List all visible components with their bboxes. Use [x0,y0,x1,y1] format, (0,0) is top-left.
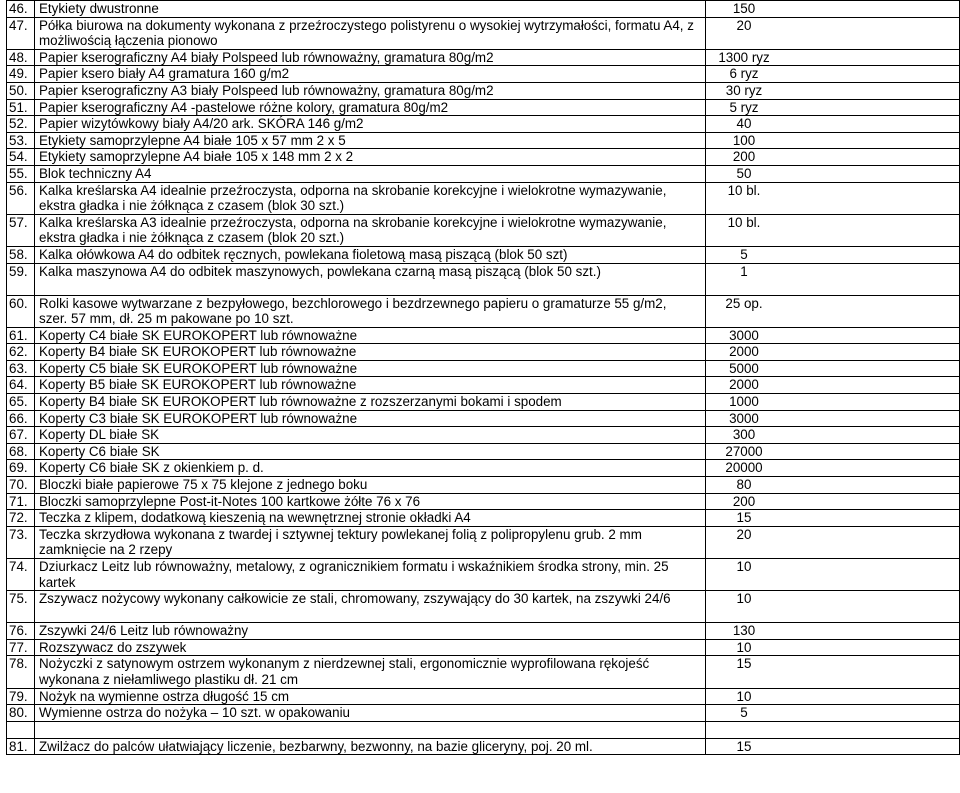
table-row [7,149,960,166]
item-number: 78. [7,656,35,688]
table-row [7,477,960,494]
item-number: 58. [7,246,35,263]
item-number: 48. [7,49,35,66]
item-quantity-cell [706,295,960,327]
item-quantity-cell [706,66,960,83]
item-quantity: 10 [736,688,752,704]
item-number: 57. [7,214,35,246]
item-quantity-cell [706,214,960,246]
item-description: Nożyczki z satynowym ostrzem wykonanym z nierdzewnej stali, ergonomicznie wyprofilowana rękojeść wykonana z niełamliwego plastiku dł. 21 cm [35,656,706,688]
table-row [7,443,960,460]
item-number: 73. [7,526,35,558]
table-row [7,460,960,477]
item-description: Teczka z klipem, dodatkową kieszenią na wewnętrznej stronie okładki A4 [35,510,706,527]
item-description: Koperty B4 białe SK EUROKOPERT lub równoważne z rozszerzanymi bokami i spodem [35,394,706,411]
table-row [7,1,960,18]
item-quantity: 5000 [729,360,759,376]
item-number: 70. [7,477,35,494]
item-quantity: 15 [736,738,752,754]
item-number: 74. [7,559,35,591]
item-number: 51. [7,99,35,116]
item-quantity-cell [706,263,960,295]
item-description: Blok techniczny A4 [35,165,706,182]
item-number [7,721,35,738]
item-quantity: 300 [732,427,756,443]
item-quantity-cell [706,591,960,623]
table-row [7,116,960,133]
item-quantity: 5 ryz [729,99,759,115]
item-quantity: 130 [732,623,756,639]
table-row [7,327,960,344]
table-spacer-row [7,721,960,738]
item-quantity-cell [706,132,960,149]
item-description: Koperty B4 białe SK EUROKOPERT lub równoważne [35,344,706,361]
item-quantity-cell [706,360,960,377]
table-row [7,639,960,656]
table-row [7,344,960,361]
item-number: 81. [7,738,35,755]
item-quantity-cell [706,656,960,688]
item-description: Wymienne ostrza do nożyka – 10 szt. w opakowaniu [35,705,706,722]
item-description: Kalka kreślarska A4 idealnie przeźroczysta, odporna na skrobanie korekcyjne i wielokrotne wymazywanie, ekstra gładka i nie żółknąca z czasem (blok 30 szt.) [35,182,706,214]
table-row [7,165,960,182]
item-number: 63. [7,360,35,377]
item-number: 47. [7,17,35,49]
item-quantity: 10 bl. [727,182,761,198]
item-quantity: 30 ryz [725,82,763,98]
item-quantity: 1000 [729,394,759,410]
item-description: Półka biurowa na dokumenty wykonana z przeźroczystego polistyrenu o wysokiej wytrzymałości, formatu A4, z możliwością łączenia pionowo [35,17,706,49]
table-row [7,394,960,411]
item-description: Zwilżacz do palców ułatwiający liczenie, bezbarwny, bezwonny, na bazie gliceryny, poj. 20 ml. [35,738,706,755]
item-quantity: 80 [736,477,752,493]
item-number: 62. [7,344,35,361]
item-number: 59. [7,263,35,295]
item-quantity: 100 [732,132,756,148]
item-quantity: 40 [736,116,752,132]
item-quantity-cell [706,327,960,344]
item-description: Koperty C5 białe SK EUROKOPERT lub równoważne [35,360,706,377]
item-quantity-cell [706,394,960,411]
items-table [6,0,960,755]
item-quantity-cell [706,82,960,99]
table-row [7,493,960,510]
item-quantity-cell [706,344,960,361]
item-quantity-cell [706,99,960,116]
item-quantity: 20 [736,17,752,33]
item-quantity-cell [706,377,960,394]
item-quantity-cell [706,477,960,494]
item-description: Kalka ołówkowa A4 do odbitek ręcznych, powlekana fioletową masą piszącą (blok 50 szt) [35,246,706,263]
table-row [7,526,960,558]
table-row [7,66,960,83]
item-number: 69. [7,460,35,477]
item-description: Dziurkacz Leitz lub równoważny, metalowy, z ogranicznikiem formatu i wskaźnikiem środka strony, min. 25 kartek [35,559,706,591]
item-quantity: 15 [736,510,752,526]
item-description: Bloczki samoprzylepne Post-it-Notes 100 kartkowe żółte 76 x 76 [35,493,706,510]
item-number: 79. [7,688,35,705]
item-quantity-cell [706,149,960,166]
item-quantity: 1 [740,263,748,279]
item-quantity-cell [706,443,960,460]
table-row [7,559,960,591]
item-quantity-cell [706,1,960,18]
item-description: Rolki kasowe wytwarzane z bezpyłowego, bezchlorowego i bezdrzewnego papieru o gramaturze 55 g/m2, szer. 57 mm, dł. 25 m pakowane po 10 szt. [35,295,706,327]
item-number: 49. [7,66,35,83]
table-row [7,49,960,66]
item-quantity-cell [706,116,960,133]
table-row [7,688,960,705]
items-table-body [7,1,960,755]
table-row [7,510,960,527]
table-row [7,182,960,214]
item-quantity: 200 [732,149,756,165]
item-quantity: 1300 ryz [718,49,770,65]
item-description: Papier ksero biały A4 gramatura 160 g/m2 [35,66,706,83]
item-quantity-cell [706,49,960,66]
item-quantity-cell [706,705,960,722]
table-row [7,99,960,116]
item-number: 56. [7,182,35,214]
item-quantity: 10 [736,559,752,574]
table-row [7,591,960,623]
item-quantity-cell [706,623,960,640]
item-description: Koperty C4 białe SK EUROKOPERT lub równoważne [35,327,706,344]
table-row [7,705,960,722]
item-number: 77. [7,639,35,656]
item-description: Zszywacz nożycowy wykonany całkowicie ze stali, chromowany, zszywający do 30 kartek, na zszywki 24/6 [35,591,706,623]
item-number: 72. [7,510,35,527]
item-quantity-cell [706,738,960,755]
item-number: 64. [7,377,35,394]
item-quantity: 27000 [725,443,763,459]
item-quantity: 2000 [729,377,759,393]
table-row [7,263,960,295]
item-description: Koperty C6 białe SK z okienkiem p. d. [35,460,706,477]
item-number: 54. [7,149,35,166]
table-row [7,214,960,246]
table-row [7,17,960,49]
item-quantity: 20000 [725,460,763,476]
item-number: 66. [7,410,35,427]
item-description: Bloczki białe papierowe 75 x 75 klejone z jednego boku [35,477,706,494]
item-quantity-cell [706,410,960,427]
item-description: Koperty C3 białe SK EUROKOPERT lub równoważne [35,410,706,427]
table-row [7,295,960,327]
item-quantity-cell [706,182,960,214]
item-description: Kalka maszynowa A4 do odbitek maszynowych, powlekana czarną masą piszącą (blok 50 szt.) [35,263,706,295]
table-row [7,132,960,149]
item-number: 52. [7,116,35,133]
item-description: Koperty C6 białe SK [35,443,706,460]
item-quantity: 10 [736,591,752,607]
item-description: Papier wizytówkowy biały A4/20 ark. SKÓRA 146 g/m2 [35,116,706,133]
item-description: Papier kserograficzny A4 -pastelowe różne kolory, gramatura 80g/m2 [35,99,706,116]
item-number: 53. [7,132,35,149]
item-quantity-cell [706,639,960,656]
item-quantity: 20 [736,526,752,542]
item-description: Papier kserograficzny A4 biały Polspeed lub równoważny, gramatura 80g/m2 [35,49,706,66]
item-quantity: 5 [740,705,748,721]
table-row [7,82,960,99]
item-description: Papier kserograficzny A3 biały Polspeed lub równoważny, gramatura 80g/m2 [35,82,706,99]
item-quantity: 5 [740,246,748,262]
item-quantity: 15 [736,656,752,672]
table-row [7,360,960,377]
item-description: Rozszywacz do zszywek [35,639,706,656]
item-quantity: 200 [732,493,756,509]
item-quantity: 150 [732,1,756,16]
item-number: 71. [7,493,35,510]
item-number: 68. [7,443,35,460]
item-quantity: 10 [736,639,752,655]
item-description: Kalka kreślarska A3 idealnie przeźroczysta, odporna na skrobanie korekcyjne i wielokrotne wymazywanie, ekstra gładka i nie żółknąca z czasem (blok 20 szt.) [35,214,706,246]
item-quantity-cell [706,427,960,444]
item-quantity: 2000 [729,344,759,360]
table-row [7,427,960,444]
item-description [35,721,706,738]
item-number: 65. [7,394,35,411]
item-quantity-cell [706,493,960,510]
item-description: Nożyk na wymienne ostrza długość 15 cm [35,688,706,705]
item-description: Teczka skrzydłowa wykonana z twardej i sztywnej tektury powlekanej folią z polipropylenu grub. 2 mm zamknięcie na 2 rzepy [35,526,706,558]
item-number: 46. [7,1,35,18]
item-number: 80. [7,705,35,722]
item-quantity: 50 [736,165,752,181]
item-quantity-cell [706,246,960,263]
item-quantity: 3000 [729,410,759,426]
item-quantity-cell [706,721,960,738]
table-row [7,623,960,640]
item-number: 61. [7,327,35,344]
item-number: 55. [7,165,35,182]
item-description: Etykiety samoprzylepne A4 białe 105 x 148 mm 2 x 2 [35,149,706,166]
item-description: Etykiety dwustronne [35,1,706,18]
item-quantity-cell [706,510,960,527]
item-quantity: 3000 [729,327,759,343]
table-row [7,377,960,394]
item-description: Etykiety samoprzylepne A4 białe 105 x 57 mm 2 x 5 [35,132,706,149]
item-quantity-cell [706,559,960,591]
item-description: Koperty DL białe SK [35,427,706,444]
item-number: 60. [7,295,35,327]
item-quantity: 10 bl. [727,214,761,230]
item-quantity-cell [706,688,960,705]
item-quantity-cell [706,17,960,49]
item-quantity: 25 op. [725,295,763,311]
table-row [7,410,960,427]
item-description: Zszywki 24/6 Leitz lub równoważny [35,623,706,640]
item-quantity: 6 ryz [729,66,759,82]
item-quantity-cell [706,165,960,182]
item-number: 75. [7,591,35,623]
table-row [7,656,960,688]
item-number: 67. [7,427,35,444]
item-number: 50. [7,82,35,99]
item-quantity-cell [706,526,960,558]
item-number: 76. [7,623,35,640]
table-row [7,738,960,755]
item-description: Koperty B5 białe SK EUROKOPERT lub równoważne [35,377,706,394]
item-quantity-cell [706,460,960,477]
table-row [7,246,960,263]
